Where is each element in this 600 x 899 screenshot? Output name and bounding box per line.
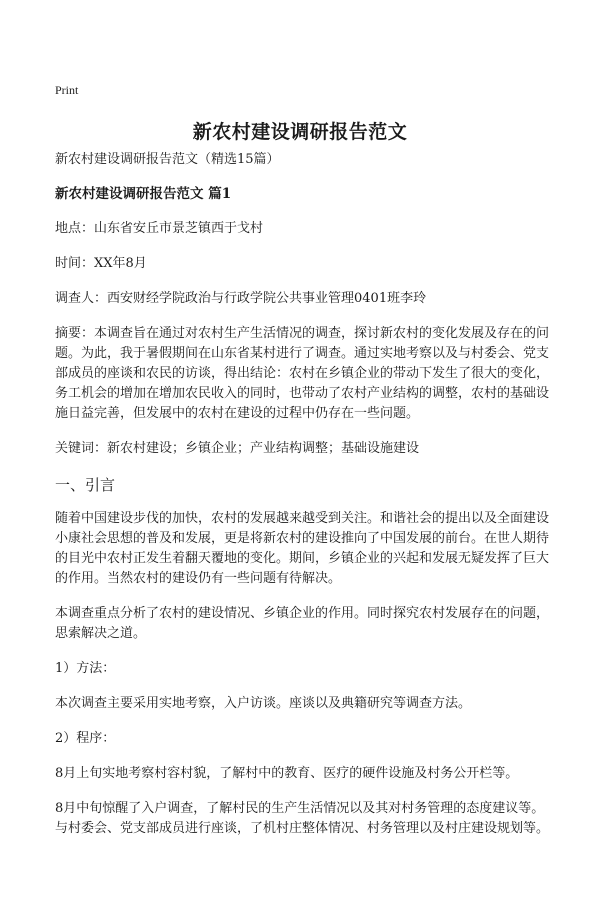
procedure-heading: 2）程序： (55, 731, 116, 746)
method-paragraph: 本次调查主要采用实地考察，入户访谈。座谈以及典籍研究等调查方法。 (55, 696, 472, 711)
method-heading: 1）方法： (55, 661, 116, 676)
investigator-line: 调查人：西安财经学院政治与行政学院公共事业管理0401班李玲 (55, 291, 427, 306)
keywords-line: 关键词：新农村建设；乡镇企业；产业结构调整；基础设施建设 (55, 441, 420, 456)
article-subtitle: 新农村建设调研报告范文（精选15篇） (55, 152, 280, 167)
article-body (55, 150, 555, 854)
page-title: 新农村建设调研报告范文 (192, 121, 408, 143)
intro-paragraph-1: 随着中国建设步伐的加快，农村的发展越来越受到关注。和谐社会的提出以及全面建设小康社会思想的普及和发展，更是将新农村的建设推向了中国发展的前台。在世人期待的目光中农村正发生着翻天覆地的变化。期间，乡镇企业的兴起和发展无疑发挥了巨大的作用。当然农村的建设仍有一些问题有待解决。 (55, 511, 550, 586)
procedure-paragraph-2: 8月中旬惊醒了入户调查，了解村民的生产生活情况以及其对村务管理的态度建议等。与村委会、党支部成员进行座谈，了机村庄整体情况、村务管理以及村庄建设规划等。 (55, 801, 550, 836)
intro-paragraph-2: 本调查重点分析了农村的建设情况、乡镇企业的作用。同时探究农村发展存在的问题，思索解决之道。 (55, 606, 550, 641)
article-heading: 新农村建设调研报告范文 篇1 (55, 186, 232, 202)
section-heading-introduction: 一、引言 (55, 476, 116, 494)
time-line: 时间：XX年8月 (55, 256, 147, 271)
print-link[interactable]: Print (55, 83, 79, 97)
abstract-paragraph: 摘要：本调查旨在通过对农村生产生活情况的调查，探讨新农村的变化发展及存在的问题。为此，我于暑假期间在山东省某村进行了调查。通过实地考察以及与村委会、党支部成员的座谈和农民的访谈，得出结论：农村在乡镇企业的带动下发生了很大的变化，务工机会的增加在增加农民收入的同时，也带动了农村产业结构的调整，农村的基础设施日益完善，但发展中的农村在建设的过程中仍存在一些问题。 (55, 326, 550, 421)
procedure-paragraph-1: 8月上旬实地考察村容村貌，了解村中的教育、医疗的硬件设施及村务公开栏等。 (55, 766, 519, 781)
location-line: 地点：山东省安丘市景芝镇西于戈村 (55, 221, 264, 236)
